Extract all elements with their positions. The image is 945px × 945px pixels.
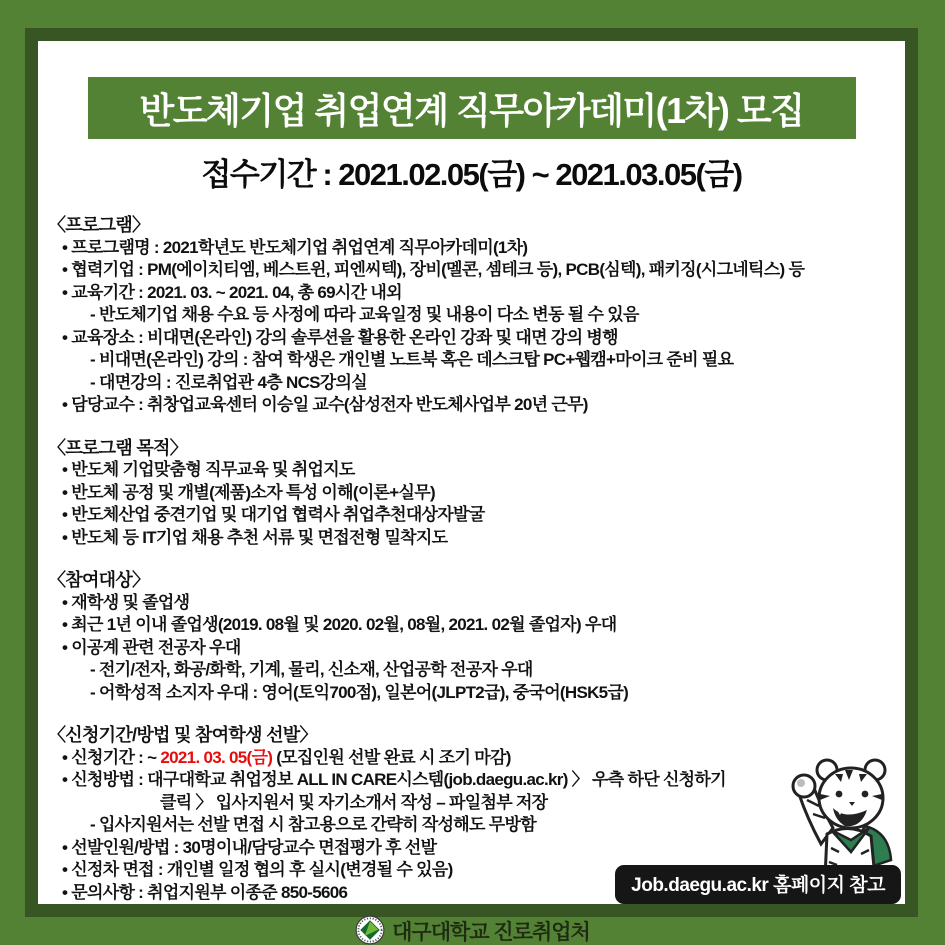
list-subitem: - 전기/전자, 화공/화학, 기계, 물리, 신소재, 산업공학 전공자 우대 bbox=[90, 660, 533, 679]
title-banner bbox=[88, 77, 856, 139]
section-eligibility bbox=[48, 569, 905, 704]
list-item: • 신청방법 : 대구대학교 취업정보 ALL IN CARE시스템(job.daegu.ac.kr) 〉 우측 하단 신청하기 bbox=[62, 770, 726, 789]
application-deadline-line bbox=[48, 747, 905, 770]
section-heading: 〈프로그램〉 bbox=[48, 215, 150, 235]
list-item: • 담당교수 : 취창업교육센터 이승일 교수(삼성전자 반도체사업부 20년 근무) bbox=[62, 395, 588, 414]
list-subitem: - 대면강의 : 진로취업관 4층 NCS강의실 bbox=[90, 372, 367, 392]
deadline-suffix: (모집인원 선발 완료 시 조기 마감) bbox=[272, 747, 511, 767]
list-subitem: - 반도체기업 채용 수요 등 사정에 따라 교육일정 및 내용이 다소 변동 될 수 있음 bbox=[90, 305, 639, 324]
list-item: • 선발인원/방법 : 30명이내/담당교수 면접평가 후 선발 bbox=[62, 837, 437, 857]
list-subitem: - 어학성적 소지자 우대 : 영어(토익700점), 일본어(JLPT2급), 중국어(HSK5급) bbox=[90, 682, 629, 702]
list-subitem: - 비대면(온라인) 강의 : 참여 학생은 개인별 노트북 혹은 데스크탑 PC+웹캠+마이크 준비 필요 bbox=[90, 350, 734, 369]
list-item: • 최근 1년 이내 졸업생(2019. 08월 및 2020. 02월, 08월, 2021. 02월 졸업자) 우대 bbox=[62, 615, 617, 634]
list-item: • 교육기간 : 2021. 03. ~ 2021. 04, 총 69시간 내외 bbox=[62, 282, 402, 302]
list-item: • 신정차 면접 : 개인별 일정 협의 후 실시(변경될 수 있음) bbox=[62, 860, 453, 879]
homepage-badge: Job.daegu.ac.kr 홈페이지 참고 bbox=[615, 865, 901, 904]
list-item: • 반도체 등 IT기업 채용 추천 서류 및 면접전형 밀착지도 bbox=[62, 527, 448, 547]
list-item: • 교육장소 : 비대면(온라인) 강의 솔루션을 활용한 온라인 강좌 및 대면 강의 병행 bbox=[62, 327, 618, 347]
list-item: • 반도체 공정 및 개별(제품)소자 특성 이해(이론+실무) bbox=[62, 482, 435, 502]
section-program bbox=[48, 214, 905, 417]
list-item: • 문의사항 : 취업지원부 이종준 850-5606 bbox=[62, 882, 348, 902]
list-item: • 재학생 및 졸업생 bbox=[62, 592, 190, 612]
section-heading: 〈프로그램 목적〉 bbox=[48, 437, 188, 458]
list-item: • 이공계 관련 전공자 우대 bbox=[62, 637, 241, 657]
deadline-highlight: 2021. 03. 05(금) bbox=[160, 747, 273, 767]
list-item: • 프로그램명 : 2021학년도 반도체기업 취업연계 직무아카데미(1차) bbox=[62, 237, 528, 257]
list-item: • 반도체 기업맞춤형 직무교육 및 취업지도 bbox=[62, 460, 355, 479]
deadline-prefix: • 신청기간 : ~ bbox=[62, 747, 161, 767]
page-title: 반도체기업 취업연계 직무아카데미(1차) 모집 bbox=[139, 89, 804, 131]
footer bbox=[0, 917, 945, 945]
university-logo-icon bbox=[355, 915, 385, 945]
poster-body bbox=[48, 214, 905, 904]
list-item: • 반도체산업 중견기업 및 대기업 협력사 취업추천대상자발굴 bbox=[62, 505, 485, 524]
list-subitem: - 입사지원서는 선발 면접 시 참고용으로 간략히 작성해도 무방함 bbox=[90, 815, 536, 834]
section-program-goal bbox=[48, 437, 905, 550]
tiger-mascot-image bbox=[787, 748, 909, 878]
list-item: • 협력기업 : PM(에이치티엠, 베스트윈, 피엔씨텍), 장비(멜콘, 셈테크 등), PCB(심텍), 패키징(시그네틱스) 등 bbox=[62, 260, 805, 279]
section-heading: 〈참여대상〉 bbox=[48, 570, 150, 590]
application-period: 접수기간 : 2021.02.05(금) ~ 2021.03.05(금) bbox=[201, 157, 742, 192]
section-heading: 〈신청기간/방법 및 참여학생 선발〉 bbox=[48, 725, 317, 745]
footer-org-name: 대구대학교 진로취업처 bbox=[392, 921, 590, 944]
poster-card bbox=[25, 28, 918, 917]
list-item-continuation: 클릭 〉 입사지원서 및 자기소개서 작성 – 파일첨부 저장 bbox=[160, 792, 548, 812]
